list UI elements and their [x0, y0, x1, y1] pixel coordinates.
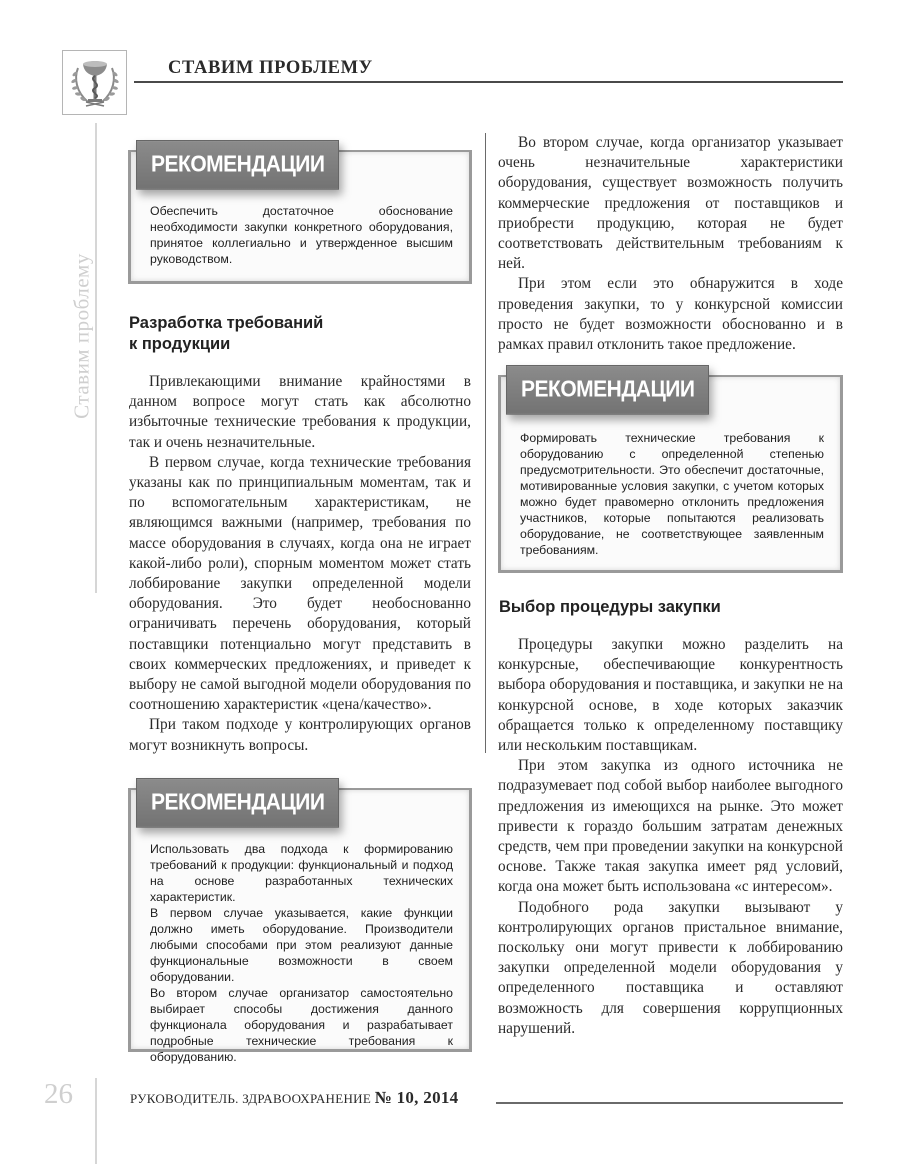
paragraph: При этом если это обнаружится в ходе проведения закупки, то у конкурсной комиссии просто не будет возможности обоснованно и в рамках правил отклонить такое предложение. — [498, 275, 843, 354]
paragraph: При таком подходе у контролирующих органов могут возникнуть вопросы. — [129, 716, 471, 754]
journal-logo — [62, 50, 127, 115]
recommendation-label: РЕКОМЕНДАЦИИ — [506, 365, 709, 415]
body-text — [498, 133, 843, 355]
paragraph: В первом случае, когда технические требования указаны как по принципиальным моментам, так и по вспомогательным характеристикам, не являющимся важными (например, требования по массе оборудования в случаях, когда она не играет какой-либо роли), спорным моментом может стать лоббирование закупки определенной модели оборудования. Это будет необоснованно ограничивать перечень оборудования, который поставщики потенциально могут представить в своих коммерческих предложениях, и приведет к выбору не самой выгодной модели оборудования по соотношению характеристик «цена/качество». — [129, 453, 471, 714]
paragraph: Процедуры закупки можно разделить на конкурсные, обеспечивающие конкурентность выбора оборудования и поставщика, и закупки не на конкурсной основе, в ходе которых заказчик обращается только к определенному поставщику или нескольким поставщикам. — [498, 636, 843, 755]
recommendation-box — [128, 788, 472, 1064]
section-title: СТАВИМ ПРОБЛЕМУ — [168, 58, 373, 78]
header-rule — [134, 81, 843, 83]
side-rule — [95, 1078, 97, 1164]
body-text — [498, 635, 843, 1039]
bowl-of-hygieia-laurel-icon — [66, 54, 124, 112]
paragraph: В первом случае указывается, какие функции должно иметь оборудование. Производители любыми способами при этом реализуют данные функциональные возможности в своем оборудовании. — [150, 906, 453, 984]
recommendation-label: РЕКОМЕНДАЦИИ — [136, 140, 339, 190]
recommendation-label: РЕКОМЕНДАЦИИ — [136, 778, 339, 828]
paragraph: Во втором случае организатор самостоятельно выбирает способы достижения данного функционала оборудования и разрабатывает подробные технические требования к оборудованию. — [150, 986, 453, 1064]
paragraph: Подобного рода закупки вызывают у контролирующих органов пристальное внимание, поскольку они могут привести к лоббированию закупки определенной модели оборудования у определенного поставщика и оставляют возможность для совершения коррупционных нарушений. — [498, 898, 843, 1037]
recommendation-text: Формировать технические требования к оборудованию с определенной степенью предусмотрительности. Это обеспечит достаточные, мотивированные условия закупки, с учетом которых можно будет правомерно отклонить предложения участников, которые попытаются реализовать оборудование, не соответствующее заявленным требованиям. — [520, 431, 824, 557]
issue-number: № 10, 2014 — [374, 1088, 459, 1107]
side-section-label: Ставим проблему — [69, 253, 94, 419]
body-text — [129, 372, 471, 756]
recommendation-box — [128, 150, 472, 284]
recommendation-box — [498, 375, 843, 573]
paragraph: Использовать два подхода к формированию требований к продукции: функциональный и подход на основе разработанных технических характеристик. — [150, 842, 453, 904]
footer-journal — [130, 1088, 458, 1108]
page-number: 26 — [44, 1078, 73, 1110]
side-rule — [95, 123, 97, 593]
journal-title: РУКОВОДИТЕЛЬ. ЗДРАВООХРАНЕНИЕ — [130, 1091, 372, 1106]
column-divider — [485, 133, 486, 753]
footer-rule — [496, 1102, 843, 1104]
heading-line: Разработка требований — [129, 314, 324, 332]
section-heading: Выбор процедуры закупки — [499, 598, 721, 616]
recommendation-text: Обеспечить достаточное обоснование необходимости закупки конкретного оборудования, принятое коллегиально и утвержденное высшим руководством. — [150, 204, 453, 266]
paragraph: При этом закупка из одного источника не подразумевает под собой выбор наиболее выгодного предложения из имеющихся на рынке. Это может привести к гораздо большим затратам денежных средств, чем при проведении закупки на конкурсной основе. Также такая закупка имеет ряд условий, когда она может быть использована «с интересом». — [498, 757, 843, 896]
recommendation-text — [150, 841, 453, 1065]
section-heading — [129, 313, 469, 355]
paragraph: Привлекающими внимание крайностями в данном вопросе могут стать как абсолютно избыточные технические требования к продукции, так и очень незначительные. — [129, 373, 471, 451]
paragraph: Во втором случае, когда организатор указывает очень незначительные характеристики оборудования, существует возможность получить коммерческие предложения от поставщиков и приобрести продукцию, которая не будет соответствовать действительным требованиям к ней. — [498, 134, 843, 273]
heading-line: к продукции — [129, 335, 231, 353]
